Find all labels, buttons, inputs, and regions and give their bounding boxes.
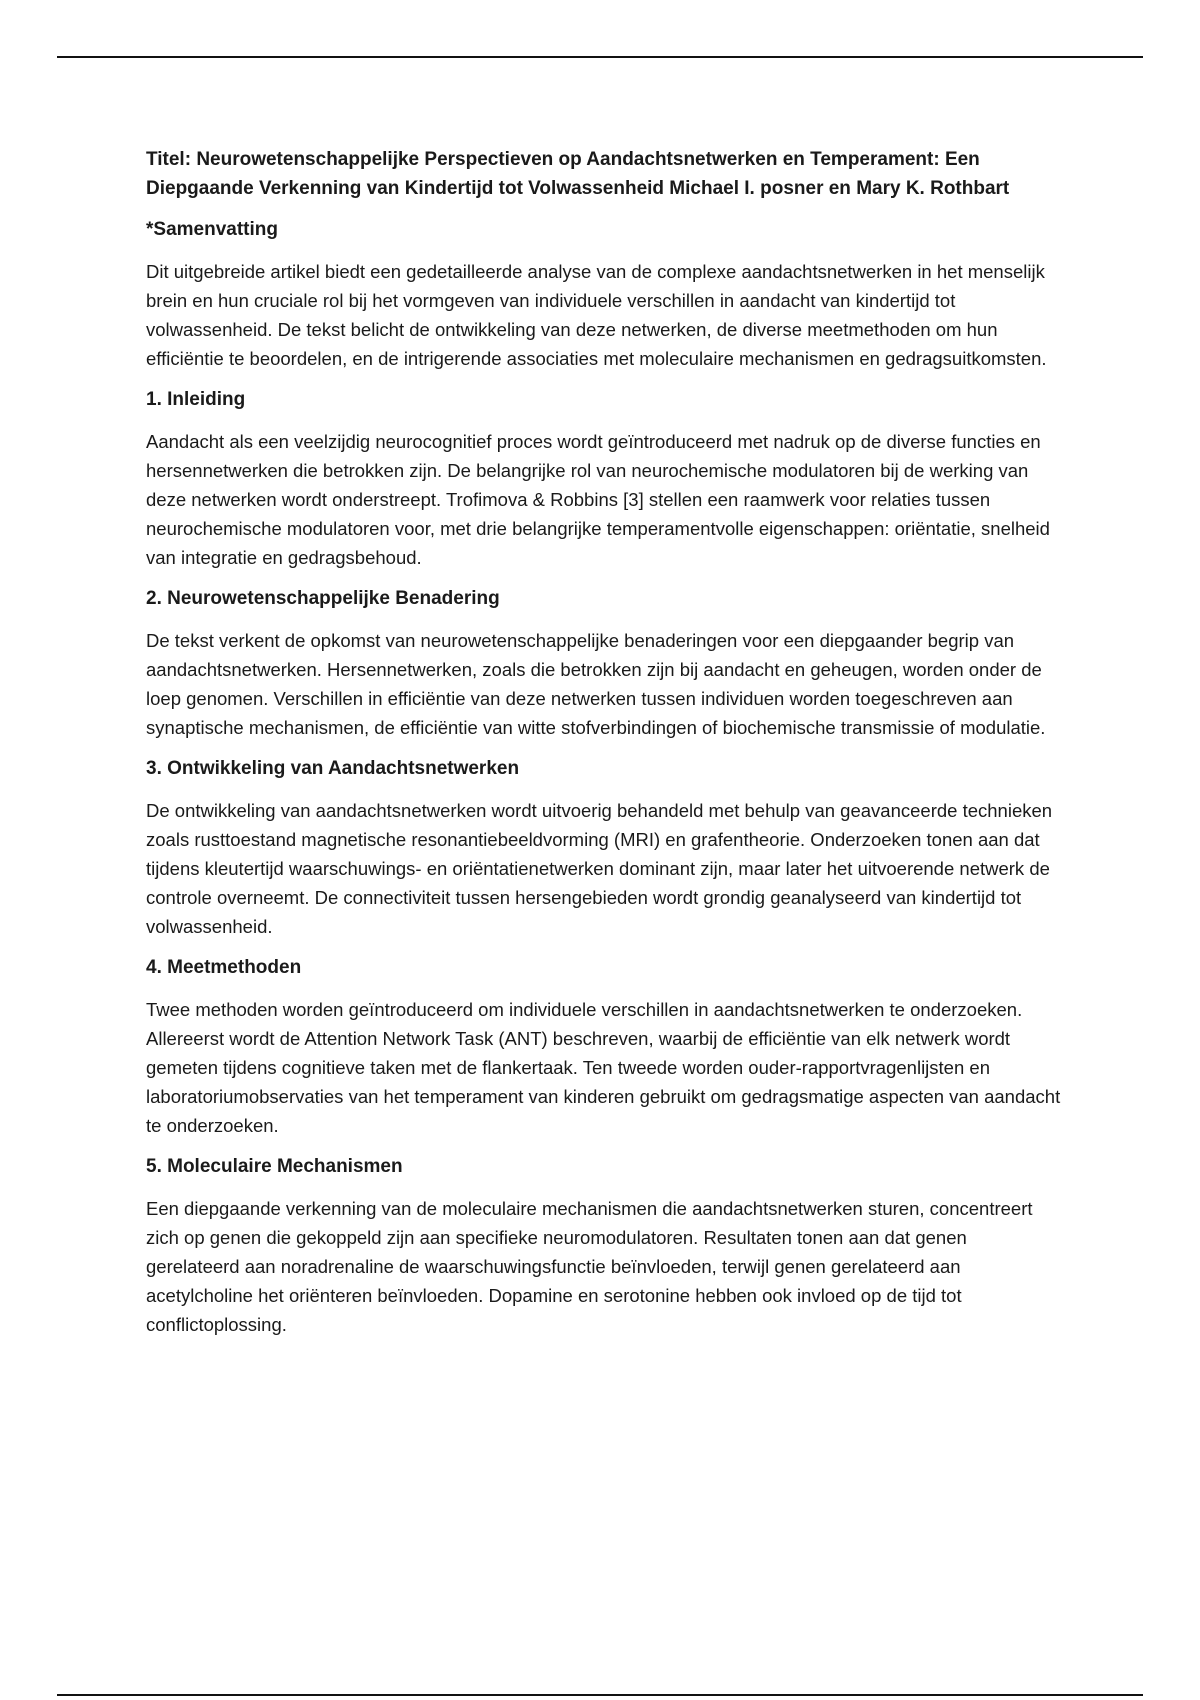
top-rule [57,56,1143,58]
section-heading: 1. Inleiding [146,389,246,410]
section-inleiding [146,387,1061,572]
section-body: Dit uitgebreide artikel biedt een gedetailleerde analyse van de complexe aandachtsnetwerken in het menselijk brein en hun cruciale rol bij het vormgeven van individuele verschillen in aandacht van kindertijd tot volwassenheid. De tekst belicht de ontwikkeling van deze netwerken, de diverse meetmethoden om hun efficiëntie te beoordelen, en de intrigerende associaties met moleculaire mechanismen en gedragsuitkomsten. [146,261,1047,369]
section-heading: 5. Moleculaire Mechanismen [146,1156,403,1177]
section-heading: *Samenvatting [146,219,278,240]
document-page [146,145,1061,1353]
document-title: Titel: Neurowetenschappelijke Perspectieven op Aandachtsnetwerken en Temperament: Een Diepgaande Verkenning van Kindertijd tot Volwassenheid Michael I. posner en Mary K. Rothbart [146,149,1010,199]
section-body: De ontwikkeling van aandachtsnetwerken wordt uitvoerig behandeld met behulp van geavanceerde technieken zoals rusttoestand magnetische resonantiebeeldvorming (MRI) en grafentheorie. Onderzoeken tonen aan dat tijdens kleutertijd waarschuwings- en oriëntatienetwerken dominant zijn, maar later het uitvoerende netwerk de controle overneemt. De connectiviteit tussen hersengebieden wordt grondig geanalyseerd van kindertijd tot volwassenheid. [146,800,1053,937]
section-ontwikkeling [146,756,1061,941]
section-body: Een diepgaande verkenning van de moleculaire mechanismen die aandachtsnetwerken sturen, concentreert zich op genen die gekoppeld zijn aan specifieke neuromodulatoren. Resultaten tonen aan dat genen gerelateerd aan noradrenaline de waarschuwingsfunctie beïnvloeden, terwijl genen gerelateerd aan acetylcholine het oriënteren beïnvloeden. Dopamine en serotonine hebben ook invloed op de tijd tot conflictoplossing. [146,1198,1033,1335]
section-samenvatting [146,217,1061,373]
section-body: Twee methoden worden geïntroduceerd om individuele verschillen in aandachtsnetwerken te onderzoeken. Allereerst wordt de Attention Network Task (ANT) beschreven, waarbij de efficiëntie van elk netwerk wordt gemeten tijdens cognitieve taken met de flankertaak. Ten tweede worden ouder-rapportvragenlijsten en laboratoriumobservaties van het temperament van kinderen gebruikt om gedragsmatige aspecten van aandacht te onderzoeken. [146,999,1061,1136]
section-body: Aandacht als een veelzijdig neurocognitief proces wordt geïntroduceerd met nadruk op de diverse functies en hersennetwerken die betrokken zijn. De belangrijke rol van neurochemische modulatoren bij de werking van deze netwerken wordt onderstreept. Trofimova & Robbins [3] stellen een raamwerk voor relaties tussen neurochemische modulatoren voor, met drie belangrijke temperamentvolle eigenschappen: oriëntatie, snelheid van integratie en gedragsbehoud. [146,431,1050,568]
bottom-rule [57,1694,1143,1696]
section-heading: 3. Ontwikkeling van Aandachtsnetwerken [146,758,520,779]
section-heading: 4. Meetmethoden [146,957,302,978]
section-moleculaire-mechanismen [146,1154,1061,1339]
section-meetmethoden [146,955,1061,1140]
section-body: De tekst verkent de opkomst van neurowetenschappelijke benaderingen voor een diepgaander begrip van aandachtsnetwerken. Hersennetwerken, zoals die betrokken zijn bij aandacht en geheugen, worden onder de loep genomen. Verschillen in efficiëntie van deze netwerken tussen individuen worden toegeschreven aan synaptische mechanismen, de efficiëntie van witte stofverbindingen of biochemische transmissie of modulatie. [146,630,1046,738]
section-heading: 2. Neurowetenschappelijke Benadering [146,588,500,609]
section-neurowetenschappelijke-benadering [146,586,1061,742]
